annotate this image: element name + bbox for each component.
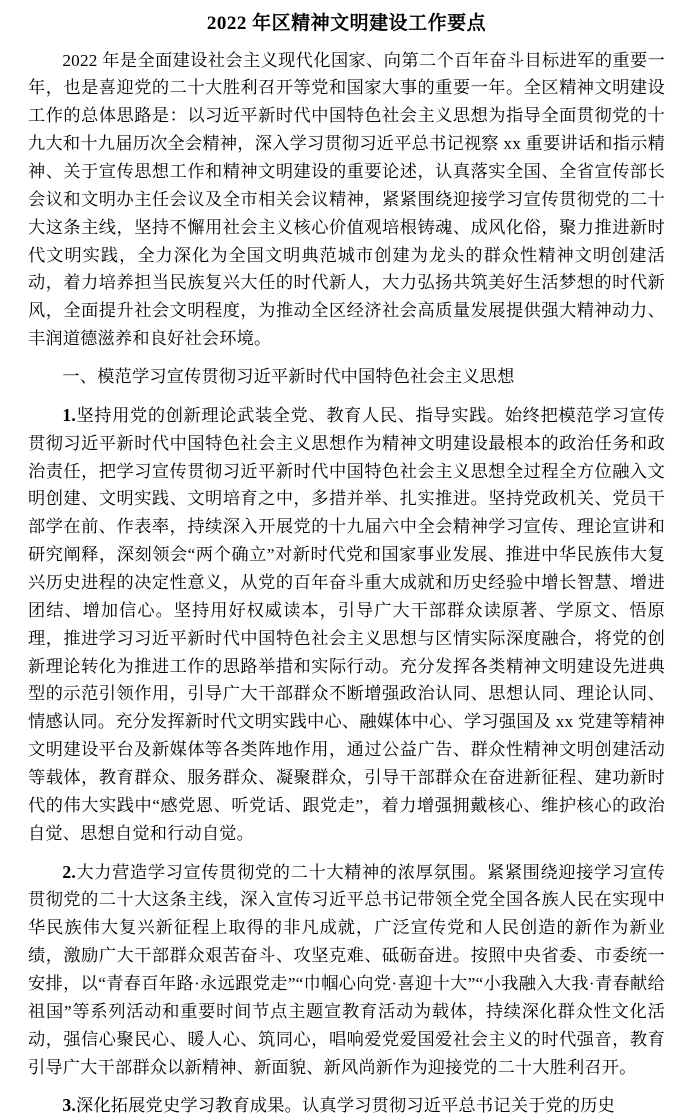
numbered-item-3 — [28, 1091, 665, 1120]
page-title: 2022 年区精神文明建设工作要点 — [206, 13, 487, 34]
intro-paragraph: 2022 年是全面建设社会主义现代化国家、向第二个百年奋斗目标进军的重要一年，也是喜迎党的二十大胜利召开等党和国家大事的重要一年。全区精神文明建设工作的总体思路是：以习近平新时代中国特色社会主义思想为指导全面贯彻党的十九大和十九届历次全会精神，深入学习贯彻习近平总书记视察 xx 重要讲话和指示精神、关于宣传思想工作和精神文明建设的重要论述，认真落实全国、全省宣传部长会议和文明办主任会议及全市相关会议精神，紧紧围绕迎接学习宣传贯彻党的二十大这条主线，坚持不懈用社会主义核心价值观培根铸魂、成风化俗，聚力推进新时代文明实践，全力深化为全国文明典范城市创建为龙头的群众性精神文明创建活动，着力培养担当民族复兴大任的时代新人，大力弘扬共筑美好生活梦想的时代新风，全面提升社会文明程度，为推动全区经济社会高质量发展提供强大精神动力、丰润道德滋养和良好社会环境。 — [28, 50, 665, 349]
item-text-1: 坚持用党的创新理论武装全党、教育人民、指导实践。始终把模范学习宣传贯彻习近平新时代中国特色社会主义思想作为精神文明建设最根本的政治任务和政治责任，把学习宣传贯彻习近平新时代中国特色社会主义思想全过程全方位融入文明创建、文明实践、文明培育之中，多措并举、扎实推进。坚持党政机关、党员干部学在前、作表率，持续深入开展党的十九届六中全会精神学习宣传、理论宣讲和研究阐释，深刻领会“两个确立”对新时代党和国家事业发展、推进中华民族伟大复兴历史进程的决定性意义，从党的百年奋斗重大成就和历史经验中增长智慧、增进团结、增加信心。坚持用好权威读本，引导广大干部群众读原著、学原文、悟原理，推进学习习近平新时代中国特色社会主义思想与区情实际深度融合，将党的创新理论转化为推进工作的思路举措和实际行动。充分发挥各类精神文明建设先进典型的示范引领作用，引导广大干部群众不断增强政治认同、思想认同、理论认同、情感认同。充分发挥新时代文明实践中心、融媒体中心、学习强国及 xx 党建等精神文明建设平台及新媒体等各类阵地作用，通过公益广告、群众性精神文明创建活动等载体，教育群众、服务群众、凝聚群众，引导干部群众在奋进新征程、建功新时代的伟大实践中“感党恩、听党话、跟党走”，着力增强拥戴核心、维护核心的政治自觉、思想自觉和行动自觉。 — [28, 405, 665, 843]
item-text-2: 大力营造学习宣传贯彻党的二十大精神的浓厚氛围。紧紧围绕迎接学习宣传贯彻党的二十大这条主线，深入宣传习近平总书记带领全党全国各族人民在实现中华民族伟大复兴新征程上取得的非凡成就，广泛宣传党和人民创造的新作为新业绩，激励广大干部群众艰苦奋斗、攻坚克难、砥砺奋进。按照中央省委、市委统一安排，以“青春百年路·永远跟党走”“巾帼心向党·喜迎十大”“小我融入大我·青春献给祖国”等系列活动和重要时间节点主题宣教育活动为载体，持续深化群众性文化活动，强信心聚民心、暖人心、筑同心，唱响爱党爱国爱社会主义的时代强音，教育引导广大干部群众以新精神、新面貌、新风尚新作为迎接党的二十大胜利召开。 — [28, 862, 665, 1077]
item-text-3: 深化拓展党史学习教育成果。认真学习贯彻习近平总书记关于党的历史 — [76, 1096, 616, 1116]
item-number-3: 3. — [62, 1095, 76, 1116]
item-number-2: 2. — [62, 861, 76, 882]
item-number-1: 1. — [62, 404, 76, 425]
numbered-item-2 — [28, 858, 665, 1082]
section-heading-one: 一、模范学习宣传贯彻习近平新时代中国特色社会主义思想 — [62, 366, 515, 386]
numbered-item-1 — [28, 401, 665, 848]
